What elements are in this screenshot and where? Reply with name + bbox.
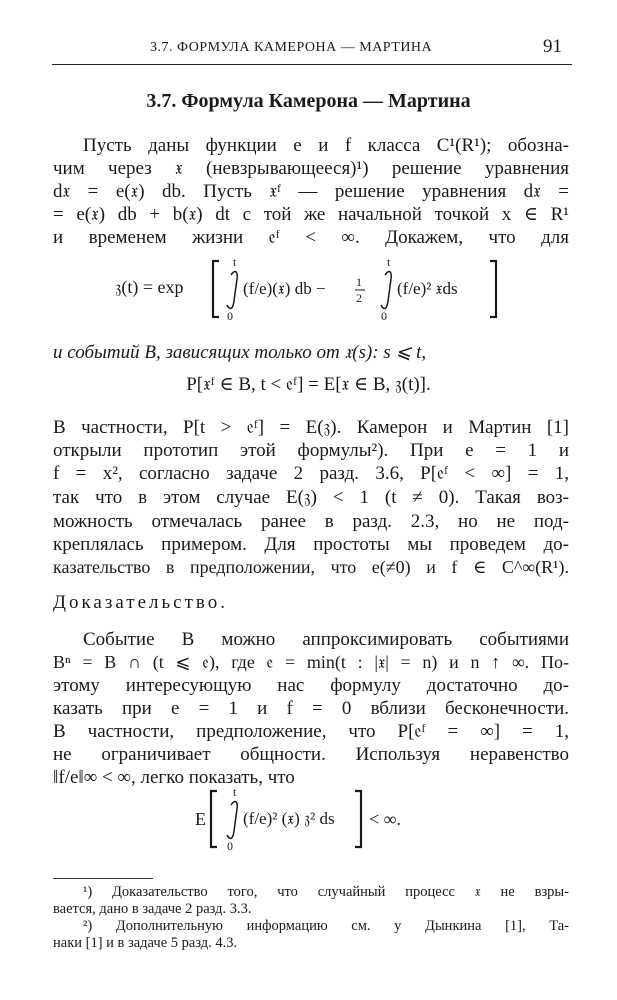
formula-1-lhs: 𝔷(t) = exp bbox=[115, 277, 184, 297]
formula-3 bbox=[195, 785, 425, 855]
formula-1 bbox=[115, 255, 505, 325]
p2-line-7: казательство в предположении, что e(≠0) и f ∈ C^∞(R¹). bbox=[53, 557, 569, 577]
p3-line-6: не ограничивает общности. Используя неравенство bbox=[53, 744, 569, 765]
p1-line-5: и временем жизни 𝔢ᶠ < ∞. Докажем, что для bbox=[53, 227, 569, 248]
formula-1-int2-lower: 0 bbox=[381, 309, 387, 323]
footnote-2-line-2: наки [1] и в задаче 5 разд. 4.3. bbox=[53, 935, 238, 951]
formula-3-lhs: E bbox=[195, 809, 206, 829]
proof-heading: Доказательство. bbox=[53, 592, 228, 613]
formula-1-term1: (f/e)(𝔵) db − bbox=[243, 279, 326, 298]
formula-1-term2: (f/e)² 𝔵ds bbox=[397, 279, 458, 298]
formula-1-frac-num: 1 bbox=[356, 275, 362, 289]
events-line: и событий B, зависящих только от 𝔵(s): s ⩽ t, bbox=[53, 342, 427, 363]
formula-3-integrand: (f/e)² (𝔵) 𝔷² ds bbox=[243, 809, 335, 828]
formula-1-int1-lower: 0 bbox=[227, 309, 233, 323]
header-rule bbox=[52, 64, 572, 65]
p2-line-2: открыли прототип этой формулы²). При e = 1 и bbox=[53, 440, 569, 461]
formula-3-rhs: < ∞. bbox=[369, 809, 401, 829]
running-header: 3.7. ФОРМУЛА КАМЕРОНА — МАРТИНА bbox=[150, 40, 433, 55]
p1-line-1: Пусть даны функции e и f класса C¹(R¹); обозна- bbox=[83, 135, 569, 156]
formula-1-int1-upper: t bbox=[233, 255, 237, 269]
footnote-rule bbox=[53, 878, 153, 879]
p3-line-4: казать при e = 1 и f = 0 вблизи бесконечности. bbox=[53, 698, 569, 719]
p3-line-3: этому интересующую нас формулу достаточно до- bbox=[53, 675, 569, 696]
p1-line-3: d𝔵 = e(𝔵) db. Пусть 𝔵ᶠ — решение уравнения d𝔵 = bbox=[53, 181, 569, 202]
p2-line-6: креплялась примером. Для простоты мы проведем до- bbox=[53, 534, 569, 555]
p1-line-2: чим через 𝔵 (невзрывающееся)¹) решение уравнения bbox=[53, 158, 569, 179]
formula-2: P[𝔵ᶠ ∈ B, t < 𝔢ᶠ] = E[𝔵 ∈ B, 𝔷(t)]. bbox=[186, 374, 431, 395]
p3-line-1: Событие B можно аппроксимировать событиями bbox=[83, 629, 569, 650]
formula-3-int-upper: t bbox=[233, 785, 237, 799]
footnote-1-line-1: ¹) Доказательство того, что случайный процесс 𝔵 не взры- bbox=[83, 884, 569, 900]
footnote-2-line-1: ²) Дополнительную информацию см. у Дынкина [1], Та- bbox=[83, 918, 569, 934]
formula-1-int2-upper: t bbox=[387, 255, 391, 269]
p3-line-2: Bⁿ = B ∩ (t ⩽ 𝔢), где 𝔢 = min(t : |𝔵| = n) и n ↑ ∞. По- bbox=[53, 652, 569, 672]
section-title: 3.7. Формула Камерона — Мартина bbox=[146, 90, 471, 112]
formula-1-frac-den: 2 bbox=[356, 291, 362, 305]
p2-line-1: В частности, P[t > 𝔢ᶠ] = E(𝔷). Камерон и Мартин [1] bbox=[53, 417, 569, 438]
p3-line-5: В частности, предположение, что P[𝔢ᶠ = ∞] = 1, bbox=[53, 721, 569, 742]
footnote-1-line-2: вается, дано в задаче 2 разд. 3.3. bbox=[53, 901, 252, 917]
formula-3-int-lower: 0 bbox=[227, 839, 233, 853]
p2-line-5: можность отмечалась ранее в разд. 2.3, но не под- bbox=[53, 511, 569, 532]
p3-line-7: ‖f/e‖∞ < ∞, легко показать, что bbox=[53, 767, 295, 788]
page-number: 91 bbox=[543, 36, 562, 57]
p1-line-4: = e(𝔵) db + b(𝔵) dt с той же начальной точкой x ∈ R¹ bbox=[53, 204, 569, 225]
p2-line-4: так что в этом случае E(𝔷) < 1 (t ≠ 0). Такая воз- bbox=[53, 487, 569, 508]
p2-line-3: f = x², согласно задаче 2 разд. 3.6, P[𝔢ᶠ < ∞] = 1, bbox=[53, 463, 569, 484]
